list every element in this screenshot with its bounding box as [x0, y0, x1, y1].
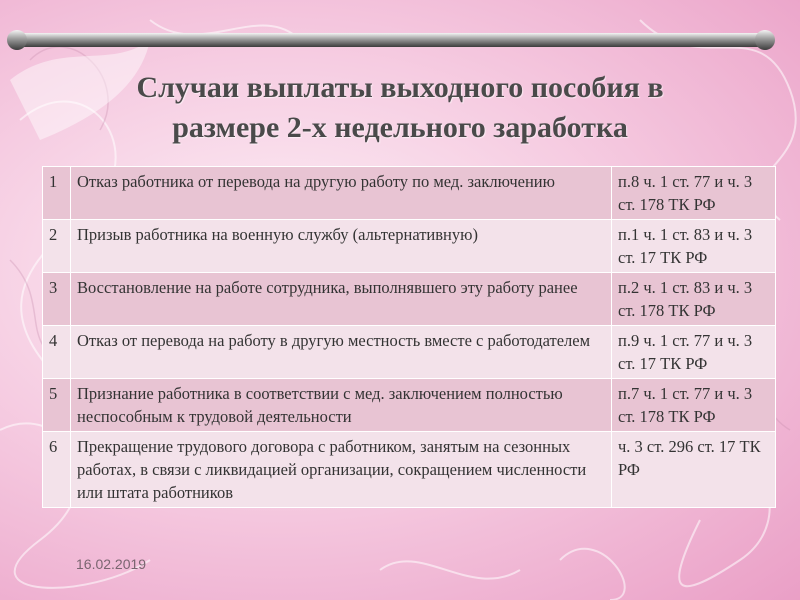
table-row — [43, 220, 776, 273]
row-number: 4 — [43, 326, 71, 379]
row-number: 2 — [43, 220, 71, 273]
case-description: Прекращение трудового договора с работником, занятым на сезонных работах, в связи с ликвидацией организации, сокращением численности или штата работников — [71, 432, 612, 508]
legal-reference: п.7 ч. 1 ст. 77 и ч. 3 ст. 178 ТК РФ — [612, 379, 776, 432]
slide-date: 16.02.2019 — [76, 556, 147, 572]
row-number: 5 — [43, 379, 71, 432]
table-row — [43, 326, 776, 379]
legal-reference: п.8 ч. 1 ст. 77 и ч. 3 ст. 178 ТК РФ — [612, 167, 776, 220]
case-description: Отказ от перевода на работу в другую местность вместе с работодателем — [71, 326, 612, 379]
row-number: 3 — [43, 273, 71, 326]
slide-title-line-1: Случаи выплаты выходного пособия в — [136, 71, 664, 104]
table-row — [43, 167, 776, 220]
table-row — [43, 273, 776, 326]
table-row — [43, 379, 776, 432]
legal-reference: п.1 ч. 1 ст. 83 и ч. 3 ст. 17 ТК РФ — [612, 220, 776, 273]
legal-reference: ч. 3 ст. 296 ст. 17 ТК РФ — [612, 432, 776, 508]
case-description: Восстановление на работе сотрудника, выполнявшего эту работу ранее — [71, 273, 612, 326]
row-number: 6 — [43, 432, 71, 508]
legal-reference: п.9 ч. 1 ст. 77 и ч. 3 ст. 17 ТК РФ — [612, 326, 776, 379]
case-description: Признание работника в соответствии с мед. заключением полностью неспособным к трудовой деятельности — [71, 379, 612, 432]
row-number: 1 — [43, 167, 71, 220]
slide-title — [40, 68, 760, 148]
case-description: Призыв работника на военную службу (альтернативную) — [71, 220, 612, 273]
slide-title-line-2: размере 2-х недельного заработка — [172, 111, 628, 144]
severance-cases-table — [42, 166, 776, 508]
legal-reference: п.2 ч. 1 ст. 83 и ч. 3 ст. 178 ТК РФ — [612, 273, 776, 326]
case-description: Отказ работника от перевода на другую работу по мед. заключению — [71, 167, 612, 220]
table-row — [43, 432, 776, 508]
decorative-rod — [6, 29, 776, 51]
